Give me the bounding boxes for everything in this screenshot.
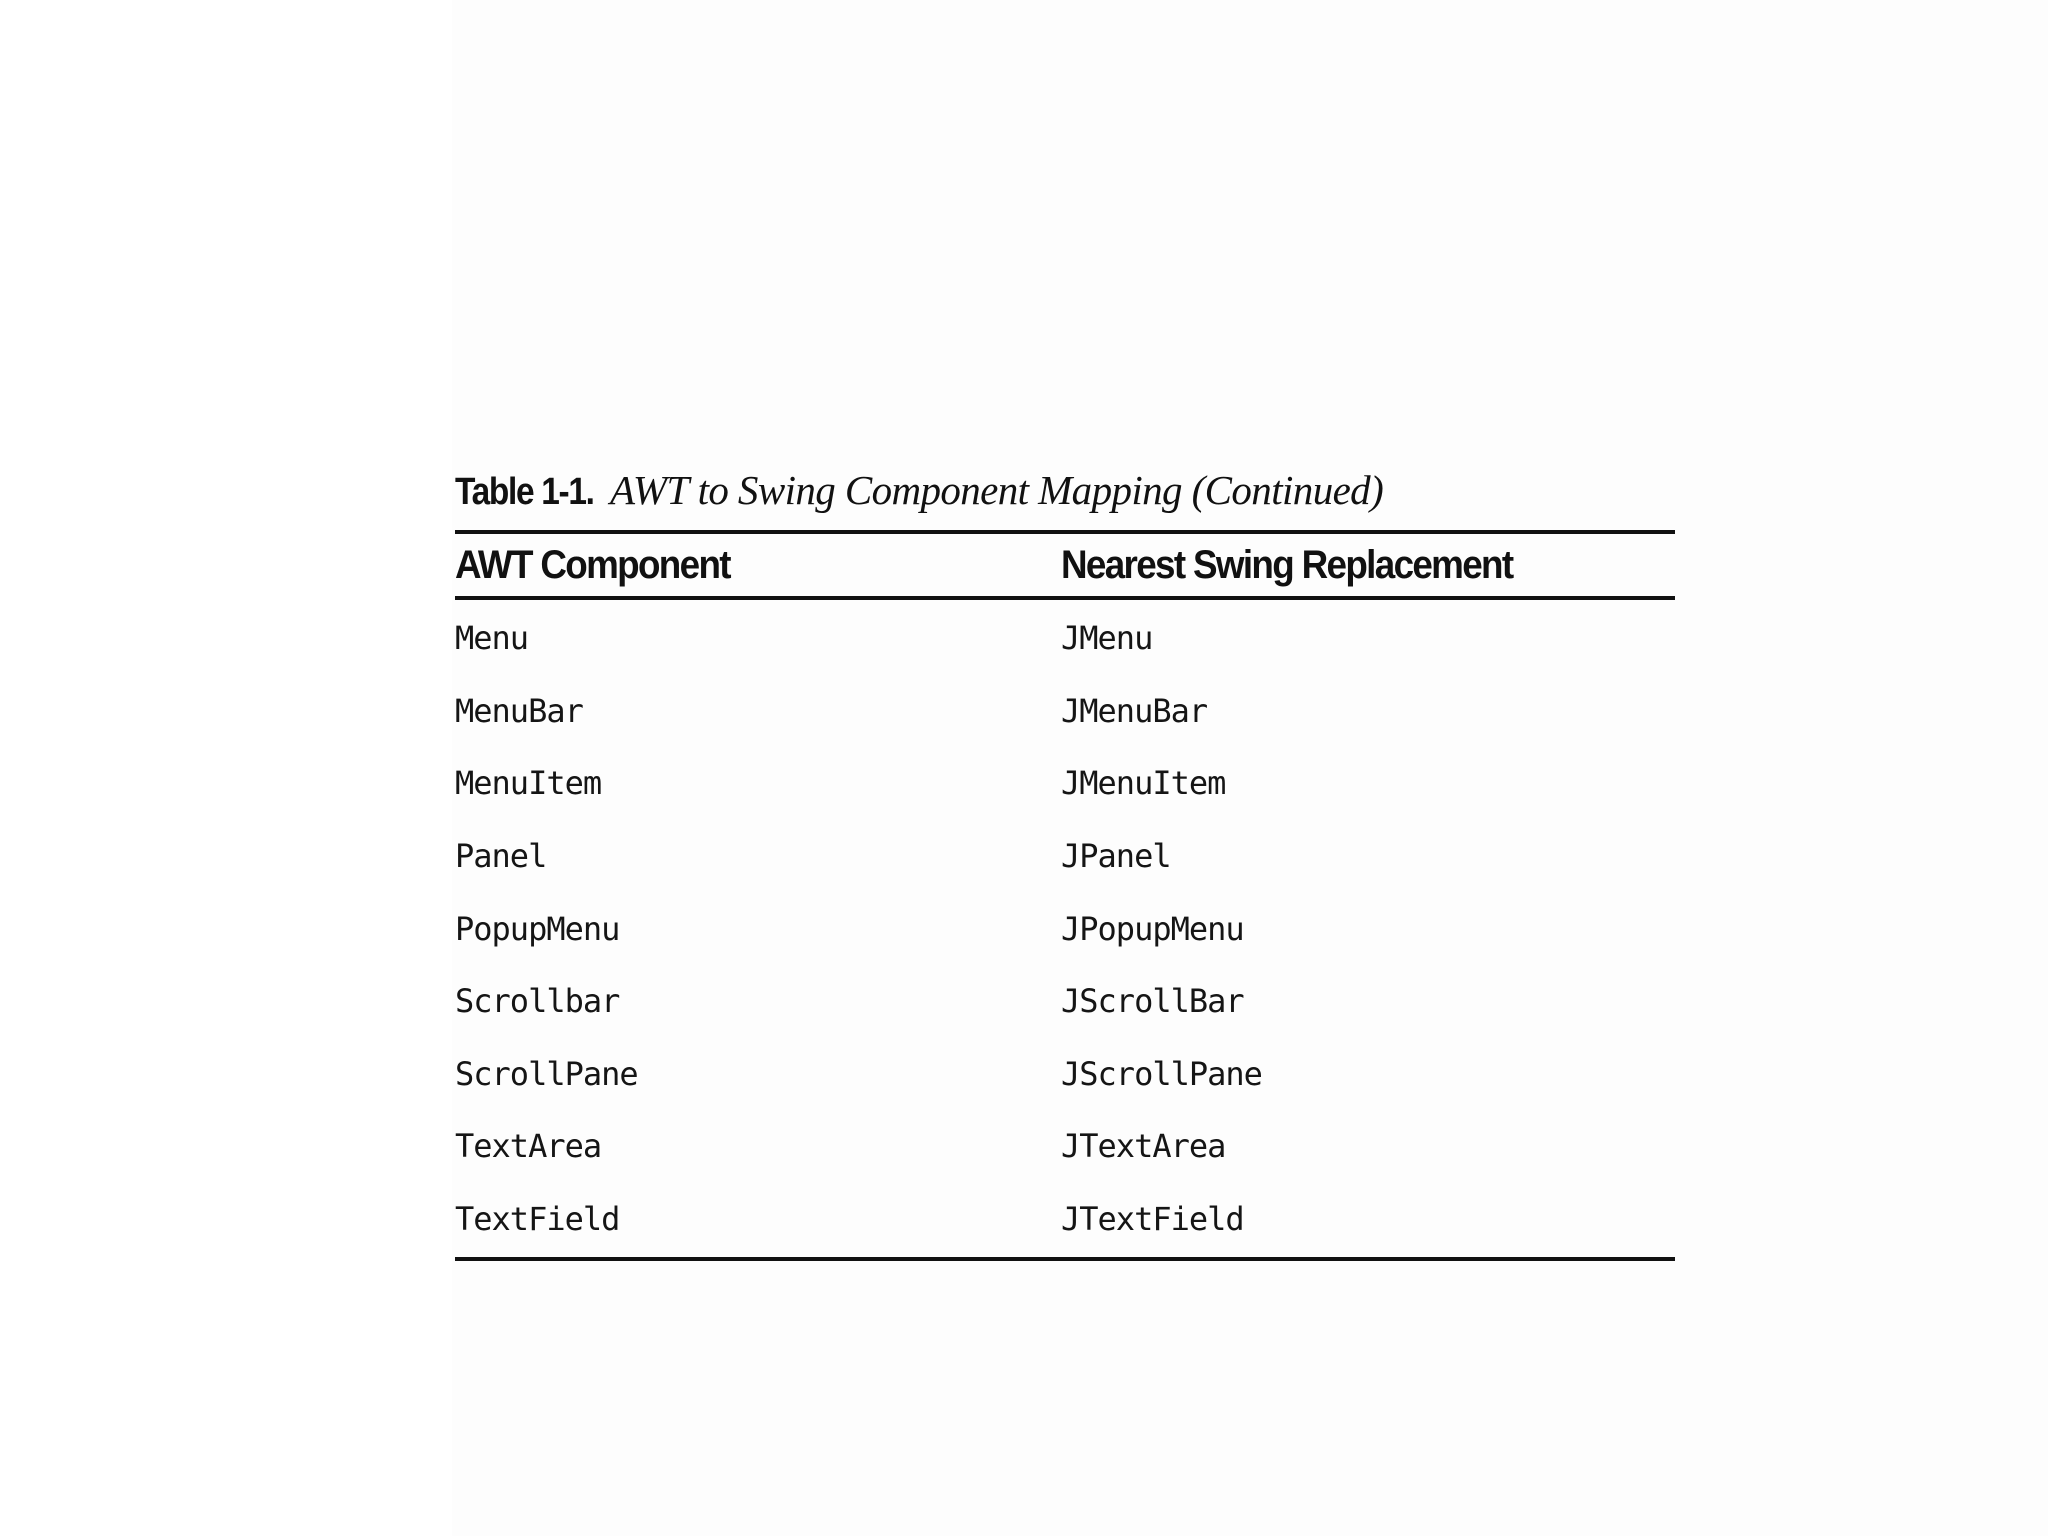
table-row bbox=[455, 892, 1675, 965]
table-caption bbox=[455, 466, 1675, 516]
table-row bbox=[455, 602, 1675, 675]
table-row bbox=[455, 1183, 1675, 1256]
awt-component-cell: PopupMenu bbox=[455, 909, 620, 948]
awt-component-cell: Panel bbox=[455, 837, 547, 876]
awt-component-cell: TextField bbox=[455, 1200, 620, 1239]
awt-component-cell: MenuItem bbox=[455, 764, 602, 803]
swing-replacement-cell: JMenu bbox=[1061, 619, 1153, 658]
column-header-awt-component: AWT Component bbox=[455, 542, 730, 587]
mapping-table bbox=[455, 466, 1675, 1261]
awt-component-cell: TextArea bbox=[455, 1127, 602, 1166]
swing-replacement-cell: JMenuBar bbox=[1061, 691, 1208, 730]
swing-replacement-cell: JScrollBar bbox=[1061, 982, 1244, 1021]
swing-replacement-cell: JTextField bbox=[1061, 1200, 1244, 1239]
table-row bbox=[455, 820, 1675, 893]
swing-replacement-cell: JMenuItem bbox=[1061, 764, 1226, 803]
table-bottom-rule bbox=[455, 1257, 1675, 1261]
swing-replacement-cell: JPanel bbox=[1061, 837, 1171, 876]
swing-replacement-cell: JPopupMenu bbox=[1061, 909, 1244, 948]
table-row bbox=[455, 965, 1675, 1038]
swing-replacement-cell: JTextArea bbox=[1061, 1127, 1226, 1166]
awt-component-cell: MenuBar bbox=[455, 691, 583, 730]
swing-replacement-cell: JScrollPane bbox=[1061, 1054, 1262, 1093]
table-caption-label: Table 1-1. bbox=[455, 471, 594, 513]
table-header-row bbox=[455, 534, 1675, 596]
table-caption-title: AWT to Swing Component Mapping (Continued) bbox=[610, 467, 1384, 513]
column-header-nearest-swing-replacement: Nearest Swing Replacement bbox=[1061, 542, 1513, 587]
awt-component-cell: Scrollbar bbox=[455, 982, 620, 1021]
table-row bbox=[455, 1110, 1675, 1183]
awt-component-cell: Menu bbox=[455, 619, 529, 658]
awt-component-cell: ScrollPane bbox=[455, 1054, 638, 1093]
table-row bbox=[455, 1038, 1675, 1111]
table-body bbox=[455, 600, 1675, 1255]
table-row bbox=[455, 675, 1675, 748]
table-row bbox=[455, 747, 1675, 820]
